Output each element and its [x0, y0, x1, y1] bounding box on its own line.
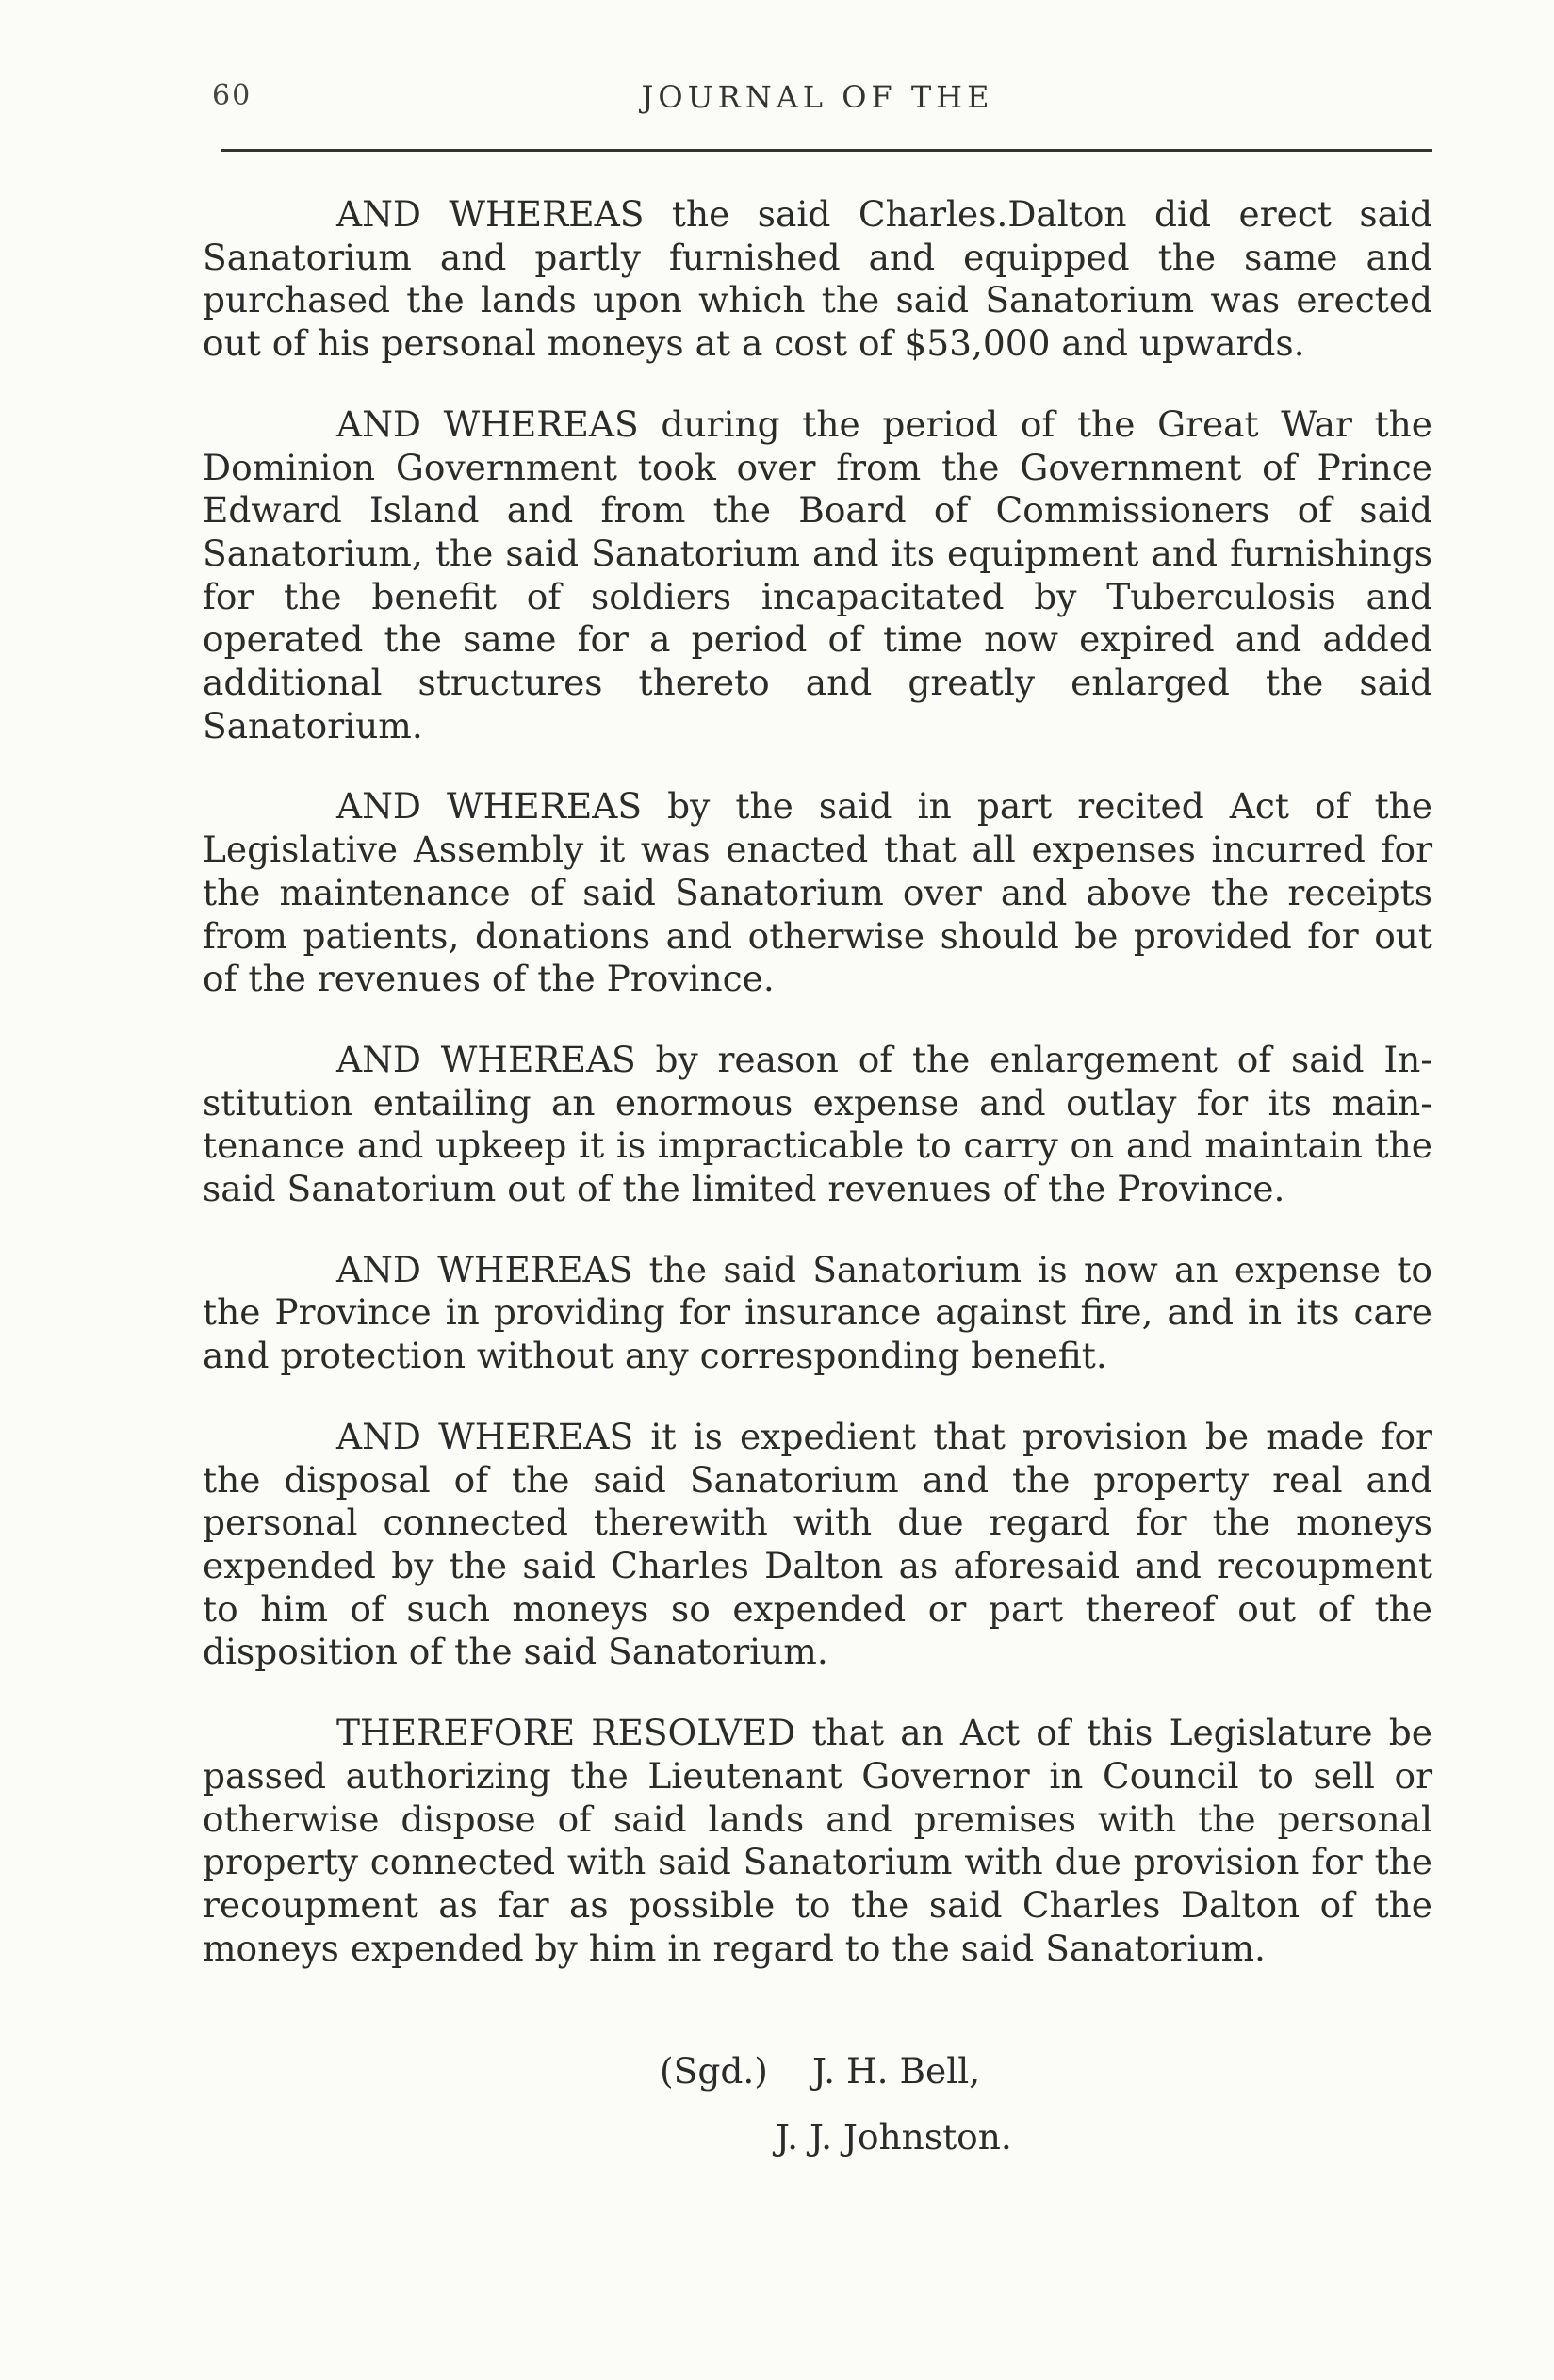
signature-prefix: (Sgd.) [660, 2050, 768, 2092]
paragraph-sanatorium-erection: AND WHEREAS the said Charles.Dalton did erect said Sanatorium and partly furnished and equipped the same and purchased the lands upon which the said Sanatorium was erected out of his personal moneys at a cost of $53,000 and upwards. [203, 193, 1432, 365]
paragraph-expense-to-province: AND WHEREAS the said Sanatorium is now an expense to the Province in providing for insurance against fire, and in its care and protection without any corresponding benefit. [203, 1248, 1432, 1377]
signature-name: J. H. Bell, [812, 2050, 981, 2092]
signature-block [0, 2050, 1554, 2163]
resolution-body [203, 193, 1432, 2008]
paragraph-great-war: AND WHEREAS during the period of the Great War the Dominion Government took over from the Government of Prince Edward Island and from the Board of Commissioners of said Sanatorium, the said Sanatorium and its equipment and furnishings for the benefit of soldiers incapacitated by Tuberculosis and operated the same for a period of time now expired and added additional structures thereto and greatly enlarged the said Sanatorium. [203, 402, 1432, 747]
running-head: JOURNAL OF THE [641, 79, 994, 115]
paragraph-therefore-resolved: THEREFORE RESOLVED that an Act of this Legislature be passed authorizing the Lieutenant Governor in Council to sell or otherwise dispose of said lands and premises with the personal property connected with said Sanatorium with due provision for the recoupment as far as possible to the said Charles Dalton of the moneys expended by him in regard to the said Sanatorium. [203, 1712, 1432, 1969]
signature-name: J. J. Johnston. [776, 2116, 1012, 2158]
paragraph-disposal-provision: AND WHEREAS it is expedient that provision be made for the disposal of the said Sanatorium and the property real and personal connected therewith with due regard for the moneys expended by the said Charles Dalton as aforesaid and recoupment to him of such moneys so expended or part thereof out of the disposition of the said Sanatorium. [203, 1415, 1432, 1673]
page-number: 60 [212, 79, 253, 112]
page-header [203, 74, 1432, 130]
paragraph-enlargement: AND WHEREAS by reason of the enlargement of said Institution entailing an enormous expense and outlay for its maintenance and upkeep it is impracticable to carry on and maintain the said Sanatorium out of the limited revenues of the Province. [203, 1038, 1432, 1210]
header-rule [221, 149, 1432, 152]
paragraph-expenses-act: AND WHEREAS by the said in part recited Act of the Legislative Assembly it was enacted that all expenses incurred for the maintenance of said Sanatorium over and above the receipts from patients, donations and otherwise should be provided for out of the revenues of the Province. [203, 785, 1432, 1000]
